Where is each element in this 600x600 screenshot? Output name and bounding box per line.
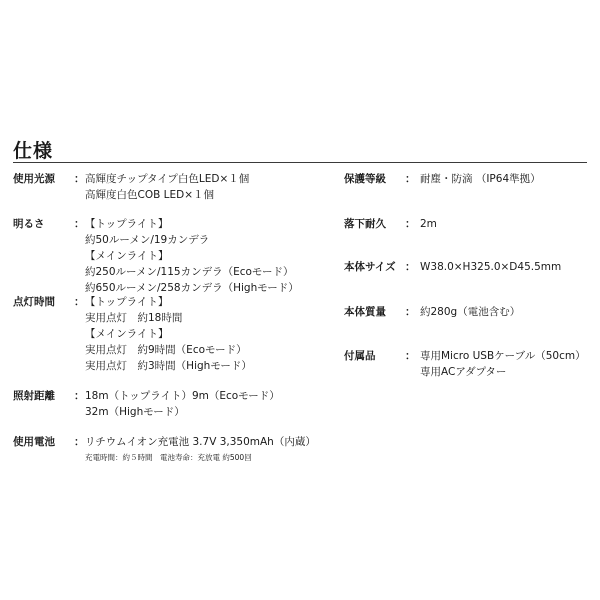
- spec-value-brightness: [85, 216, 299, 296]
- spec-note-battery: 充電時間：約５時間 電池寿命：充放電 約500回: [85, 453, 252, 462]
- spec-value-light-source: [85, 171, 249, 203]
- spec-label-protection: 保護等級: [344, 173, 386, 185]
- spec-value-line: 約280g（電池含む）: [420, 306, 521, 318]
- spec-colon: ：: [405, 306, 416, 318]
- spec-colon: ：: [74, 173, 85, 185]
- spec-value-line: 専用Micro USBケーブル（50cm）: [420, 350, 586, 362]
- spec-value-line: 【メインライト】: [85, 250, 169, 262]
- spec-value-line: 実用点灯 約9時間（Ecoモード）: [85, 344, 247, 356]
- spec-label-accessories: 付属品: [344, 350, 376, 362]
- spec-label-size: 本体サイズ: [344, 261, 396, 273]
- spec-value-beam-distance: [85, 388, 280, 420]
- spec-colon: ：: [405, 173, 416, 185]
- spec-colon: ：: [74, 390, 85, 402]
- spec-value-lighting-time: [85, 294, 252, 374]
- spec-label-weight: 本体質量: [344, 306, 386, 318]
- spec-colon: ：: [74, 296, 85, 308]
- spec-value-line: 実用点灯 約18時間: [85, 312, 183, 324]
- spec-colon: ：: [74, 218, 85, 230]
- spec-value-weight: [420, 304, 520, 320]
- spec-value-line: 【メインライト】: [85, 328, 169, 340]
- spec-value-size: [420, 259, 561, 275]
- spec-value-line: 約650ルーメン/258カンデラ（Highモード）: [85, 282, 299, 294]
- spec-value-line: W38.0×H325.0×D45.5mm: [420, 261, 562, 273]
- spec-value-drop-resistance: [420, 216, 437, 232]
- spec-colon: ：: [405, 218, 416, 230]
- spec-value-line: 2m: [420, 218, 437, 230]
- spec-value-accessories: [420, 348, 586, 380]
- page-title: 仕様: [13, 140, 54, 162]
- spec-value-line: 32m（Highモード）: [85, 406, 185, 418]
- spec-label-drop-resistance: 落下耐久: [344, 218, 386, 230]
- spec-label-brightness: 明るさ: [13, 218, 45, 230]
- spec-value-line: 18m（トップライト）9m（Ecoモード）: [85, 390, 280, 402]
- spec-value-line: 専用ACアダプター: [420, 366, 507, 378]
- spec-value-battery: [85, 434, 316, 450]
- spec-value-line: 【トップライト】: [85, 296, 169, 308]
- spec-value-line: 【トップライト】: [85, 218, 169, 230]
- title-divider: [13, 162, 587, 163]
- spec-label-battery: 使用電池: [13, 436, 55, 448]
- spec-label-light-source: 使用光源: [13, 173, 55, 185]
- spec-colon: ：: [74, 436, 85, 448]
- spec-label-lighting-time: 点灯時間: [13, 296, 55, 308]
- spec-label-beam-distance: 照射距離: [13, 390, 55, 402]
- spec-value-protection: [420, 171, 541, 187]
- spec-value-line: 約250ルーメン/115カンデラ（Ecoモード）: [85, 266, 294, 278]
- spec-value-line: 実用点灯 約3時間（Highモード）: [85, 360, 252, 372]
- spec-value-line: 耐塵・防滴 （IP64準拠）: [420, 173, 541, 185]
- spec-value-line: 高輝度チップタイプ白色LED×１個: [85, 173, 250, 185]
- spec-value-line: 約50ルーメン/19カンデラ: [85, 234, 210, 246]
- spec-colon: ：: [405, 350, 416, 362]
- spec-value-line: リチウムイオン充電池 3.7V 3,350mAh（内蔵）: [85, 436, 316, 448]
- spec-value-line: 高輝度白色COB LED×１個: [85, 189, 215, 201]
- spec-colon: ：: [405, 261, 416, 273]
